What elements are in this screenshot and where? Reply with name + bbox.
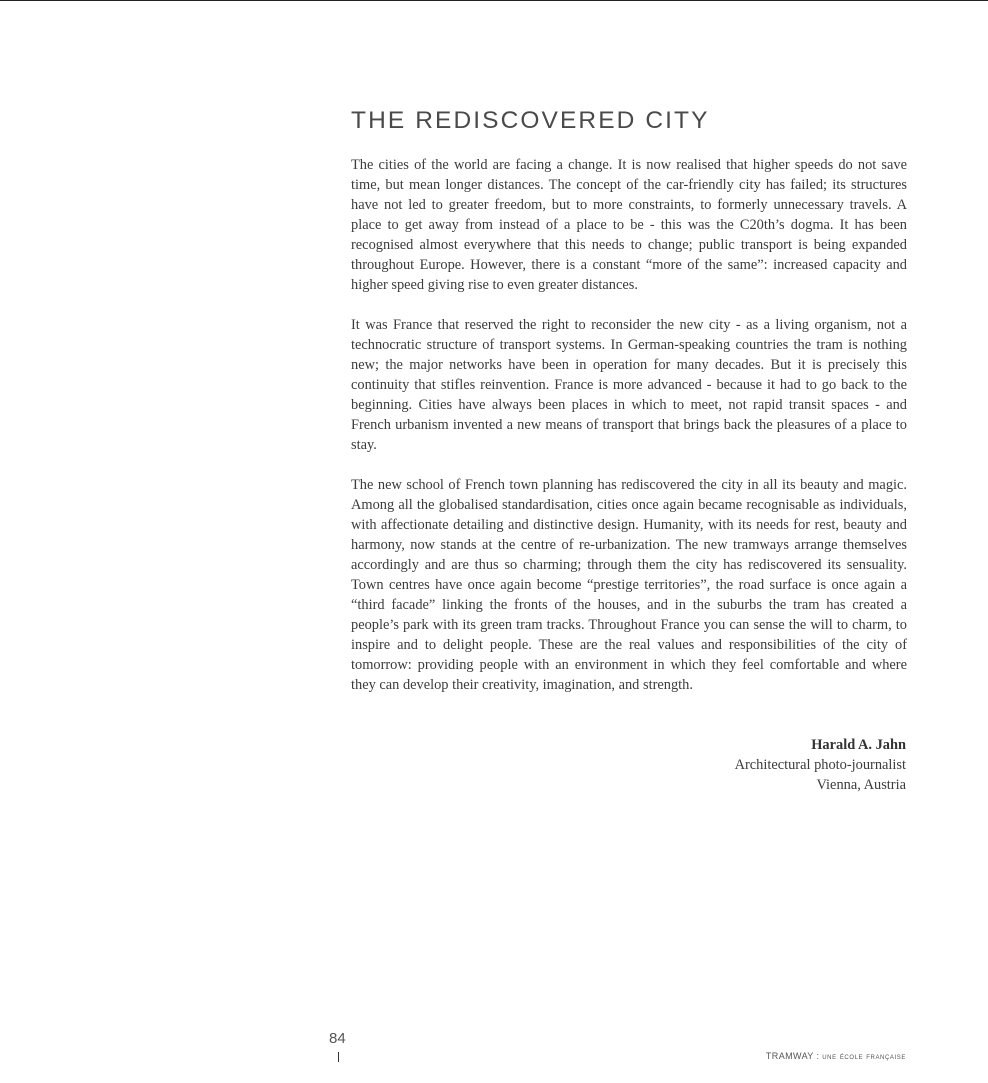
running-title-sub: une école française [822,1051,906,1061]
author-name: Harald A. Jahn [811,737,906,753]
body-paragraph-3: The new school of French town planning has rediscovered the city in all its beauty and magic. Among all the globalised standardisation, cities once again became recognisable as individuals, with affectionate detailing and distinctive design. Humanity, with its needs for rest, beauty and harmony, now stands at the centre of re-urbanization. The new tramways arrange themselves accordingly and are thus so charming; through them the city has rediscovered its sensuality. Town centres have once again become “prestige territories”, the road surface is once again a “third facade” linking the fronts of the houses, and in the suburbs the tram has created a people’s park with its green tram tracks. Throughout France you can sense the will to charm, to inspire and to delight people. These are the real values and responsibilities of the city of tomorrow: providing people with an environment in which they feel comfortable and where they can develop their creativity, imagination, and strength. [351,477,907,693]
running-title-main: TRAMWAY : [765,1051,820,1061]
page-title: THE REDISCOVERED CITY [351,107,710,134]
body-paragraph-2: It was France that reserved the right to reconsider the new city - as a living organism, not a technocratic structure of transport systems. In German-speaking countries the tram is nothing new; the major networks have been in operation for many decades. But it is precisely this continuity that stifles reinvention. France is more advanced - because it had to go back to the beginning. Cities have always been places in which to meet, not rapid transit spaces - and French urbanism invented a new means of transport that brings back the pleasures of a place to stay. [351,317,907,453]
author-signature [735,735,906,795]
page-number: 84 [329,1030,346,1047]
page-number-tick [338,1052,339,1062]
author-location: Vienna, Austria [816,777,906,793]
body-paragraph-1: The cities of the world are facing a change. It is now realised that higher speeds do not save time, but mean longer distances. The concept of the car-friendly city has failed; its structures have not led to greater freedom, but to more constraints, to formerly unnecessary travels. A place to get away from instead of a place to be - this was the C20th’s dogma. It has been recognised almost everywhere that this needs to change; public transport is being expanded throughout Europe. However, there is a constant “more of the same”: increased capacity and higher speed giving rise to even greater distances. [351,157,907,293]
top-rule [0,0,988,1]
running-footer [766,1051,906,1061]
author-role: Architectural photo-journalist [734,757,906,773]
